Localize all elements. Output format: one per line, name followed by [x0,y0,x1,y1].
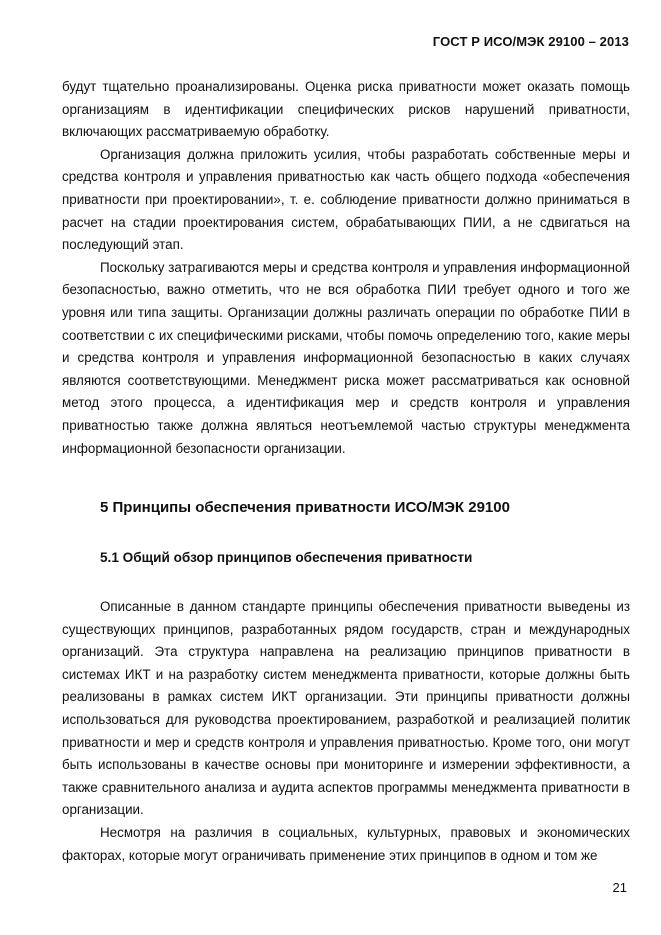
paragraph: Организация должна приложить усилия, чтобы разработать собственные меры и средства контроля и управления приватностью как часть общего подхода «обеспечения приватности при проектировании», т. е. соблюдение приватности должно приниматься в расчет на стадии проектирования систем, обрабатывающих ПИИ, а не сдвигаться на последующий этап. [62,146,630,253]
subsection-heading: 5.1 Общий обзор принципов обеспечения приватности [100,550,473,566]
document-header: ГОСТ Р ИСО/МЭК 29100 – 2013 [432,34,629,49]
page-content [62,76,630,867]
paragraph: Описанные в данном стандарте принципы обеспечения приватности выведены из существующих принципов, разработанных рядом государств, стран и международных организаций. Эта структура направлена на реализацию принципов приватности в системах ИКТ и на разработку систем менеджмента приватности, которые должны быть реализованы в рамках систем ИКТ организации. Эти принципы приватности должны использоваться для руководства проектированием, разработкой и реализацией политик приватности и мер и средств контроля и управления приватностью. Кроме того, они могут быть использованы в качестве основы при мониторинге и измерении эффективности, а также сравнительного анализа и аудита аспектов программы менеджмента приватности в организации. [62,599,630,818]
paragraph: Поскольку затрагиваются меры и средства контроля и управления информационной безопасностью, важно отметить, что не вся обработка ПИИ требует одного и того же уровня или типа защиты. Организации должны различать операции по обработке ПИИ в соответствии с их специфическими рисками, чтобы помочь определению того, какие меры и средства контроля и управления информационной безопасностью в каких случаях являются соответствующими. Менеджмент риска может рассматриваться как основной метод этого процесса, а идентификация мер и средств контроля и управления приватностью также должна являться неотъемлемой частью структуры менеджмента информационной безопасности организации. [62,259,630,456]
paragraph: Несмотря на различия в социальных, культурных, правовых и экономических факторах, которые могут ограничивать применение этих принципов в одном и том же [62,825,630,863]
paragraph-continuation: будут тщательно проанализированы. Оценка риска приватности может оказать помощь организациям в идентификации специфических рисков нарушений приватности, включающих рассматриваемую обработку. [62,79,630,140]
section-heading: 5 Принципы обеспечения приватности ИСО/МЭК 29100 [100,499,510,517]
page-number: 21 [612,880,627,895]
